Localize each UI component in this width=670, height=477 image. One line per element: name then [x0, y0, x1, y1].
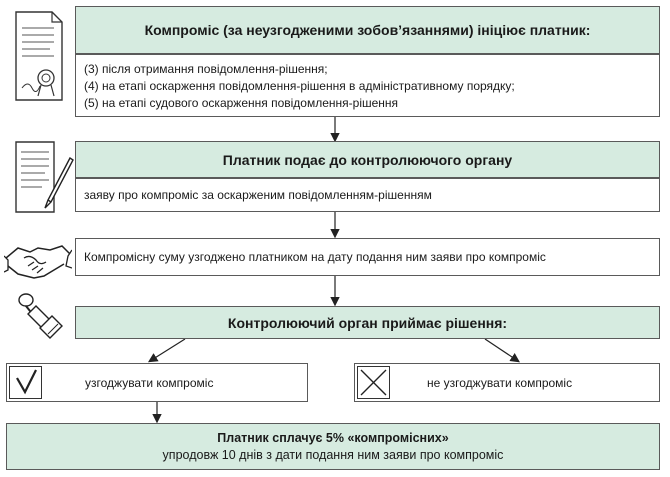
- decision-no: [354, 363, 660, 402]
- stamp-icon: [12, 290, 68, 344]
- decision-no-label: не узгоджувати компроміс: [427, 376, 573, 390]
- handshake-icon: [4, 236, 72, 282]
- step1-item-4: (4) на етапі оскарження повідомлення-рішення в адміністративному порядку;: [84, 79, 515, 93]
- arrow-to-yes: [150, 339, 185, 361]
- final-line1: Платник сплачує 5% «компромісних»: [217, 430, 449, 445]
- step3-text: Компромісну суму узгоджено платником на дату подання ним заяви про компроміс: [84, 250, 546, 264]
- step2-body: [75, 178, 660, 212]
- step3-body: [75, 238, 660, 276]
- step1-body: [75, 54, 660, 117]
- step2-text: заяву про компроміс за оскарженим повідомленням-рішенням: [84, 188, 432, 202]
- final-line2: упродовж 10 днів з дати подання ним заяви про компроміс: [162, 447, 504, 462]
- decision-yes: [6, 363, 308, 402]
- step1-item-5: (5) на етапі судового оскарження повідомлення-рішення: [84, 96, 399, 110]
- final-box: [6, 423, 660, 470]
- step4-title: Контролюючий орган приймає рішення:: [75, 306, 660, 339]
- certificate-document-icon: [10, 6, 68, 106]
- cross-icon: [357, 366, 390, 399]
- step1-item-3: (3) після отримання повідомлення-рішення;: [84, 62, 328, 76]
- checkmark-icon: [9, 366, 42, 399]
- document-pen-icon: [12, 138, 74, 218]
- arrow-to-no: [485, 339, 518, 361]
- decision-yes-label: узгоджувати компроміс: [85, 376, 214, 390]
- step1-title: Компроміс (за неузгодженими зобов’язаннями) ініціює платник:: [75, 6, 660, 54]
- step2-title: Платник подає до контролюючого органу: [75, 141, 660, 178]
